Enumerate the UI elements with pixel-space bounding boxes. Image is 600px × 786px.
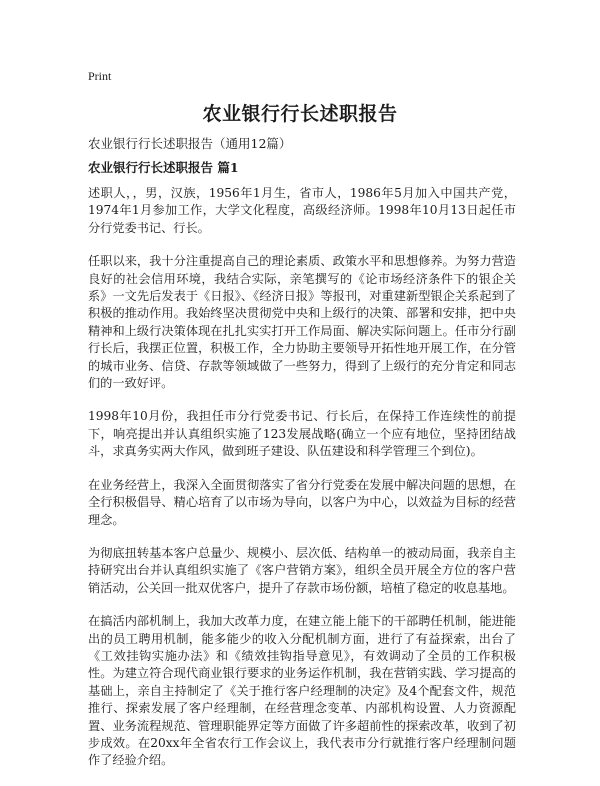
paragraph: 在业务经营上，我深入全面贯彻落实了省分行党委在发展中解决问题的思想，在全行积极倡导、精心培育了以市场为导向，以客户为中心，以效益为目标的经营理念。 — [88, 477, 516, 527]
section-heading: 农业银行行长述职报告 篇1 — [88, 160, 239, 175]
print-link[interactable]: Print — [88, 69, 112, 83]
paragraph: 任职以来，我十分注重提高自己的理论素质、政策水平和思想修养。为努力营造良好的社会信用环境，我结合实际，亲笔撰写的《论市场经济条件下的银企关系》一文先后发表于《日报》、《经济日报》等报刊，对重建新型银企关系起到了积极的推动作用。我始终坚决贯彻党中央和上级行的决策、部署和安排，把中央精神和上级行决策体现在扎扎实实打开工作局面、解决实际问题上。任市分行副行长后，我摆正位置，积极工作，全力协助主要领导开拓性地开展工作，在分管的城市业务、信贷、存款等领域做了一些努力，得到了上级行的充分肯定和同志们的一致好评。 — [88, 254, 516, 391]
document-subtitle: 农业银行行长述职报告（通用12篇） — [88, 136, 292, 151]
paragraph: 在搞活内部机制上，我加大改革力度，在建立能上能下的干部聘任机制，能进能出的员工聘用机制，能多能少的收入分配机制方面，进行了有益探索，出台了《工效挂钩实施办法》和《绩效挂钩指导意见》，有效调动了全员的工作积极性。为建立符合现代商业银行要求的业务运作机制，我在营销实践、学习提高的基础上，亲自主持制定了《关于推行客户经理制的决定》及4个配套文件，规范推行、探索发展了客户经理制，在经营理念变革、内部机构设置、人力资源配置、业务流程规范、管理职能界定等方面做了许多超前性的探索改革，收到了初步成效。在20xx年全省农行工作会议上，我代表市分行就推行客户经理制问题作了经验介绍。 — [88, 614, 516, 768]
document-title: 农业银行行长述职报告 — [202, 103, 398, 125]
paragraph: 为彻底扭转基本客户总量少、规模小、层次低、结构单一的被动局面，我亲自主持研究出台并认真组织实施了《客户营销方案》，组织全员开展全方位的客户营销活动，公关回一批双优客户，提升了存款市场份额，培植了稳定的收息基地。 — [88, 545, 516, 595]
paragraph: 1998年10月份，我担任市分行党委书记、行长后，在保持工作连续性的前提下，响亮提出并认真组织实施了123发展战略(确立一个应有地位，坚持团结战斗，求真务实两大作风，做到班子建设、队伍建设和科学管理三个到位)。 — [88, 409, 516, 459]
document-body — [88, 185, 516, 786]
paragraph: 述职人，，男，汉族，1956年1月生，省市人，1986年5月加入中国共产党，1974年1月参加工作，大学文化程度，高级经济师。1998年10月13日起任市分行党委书记、行长。 — [88, 186, 516, 235]
